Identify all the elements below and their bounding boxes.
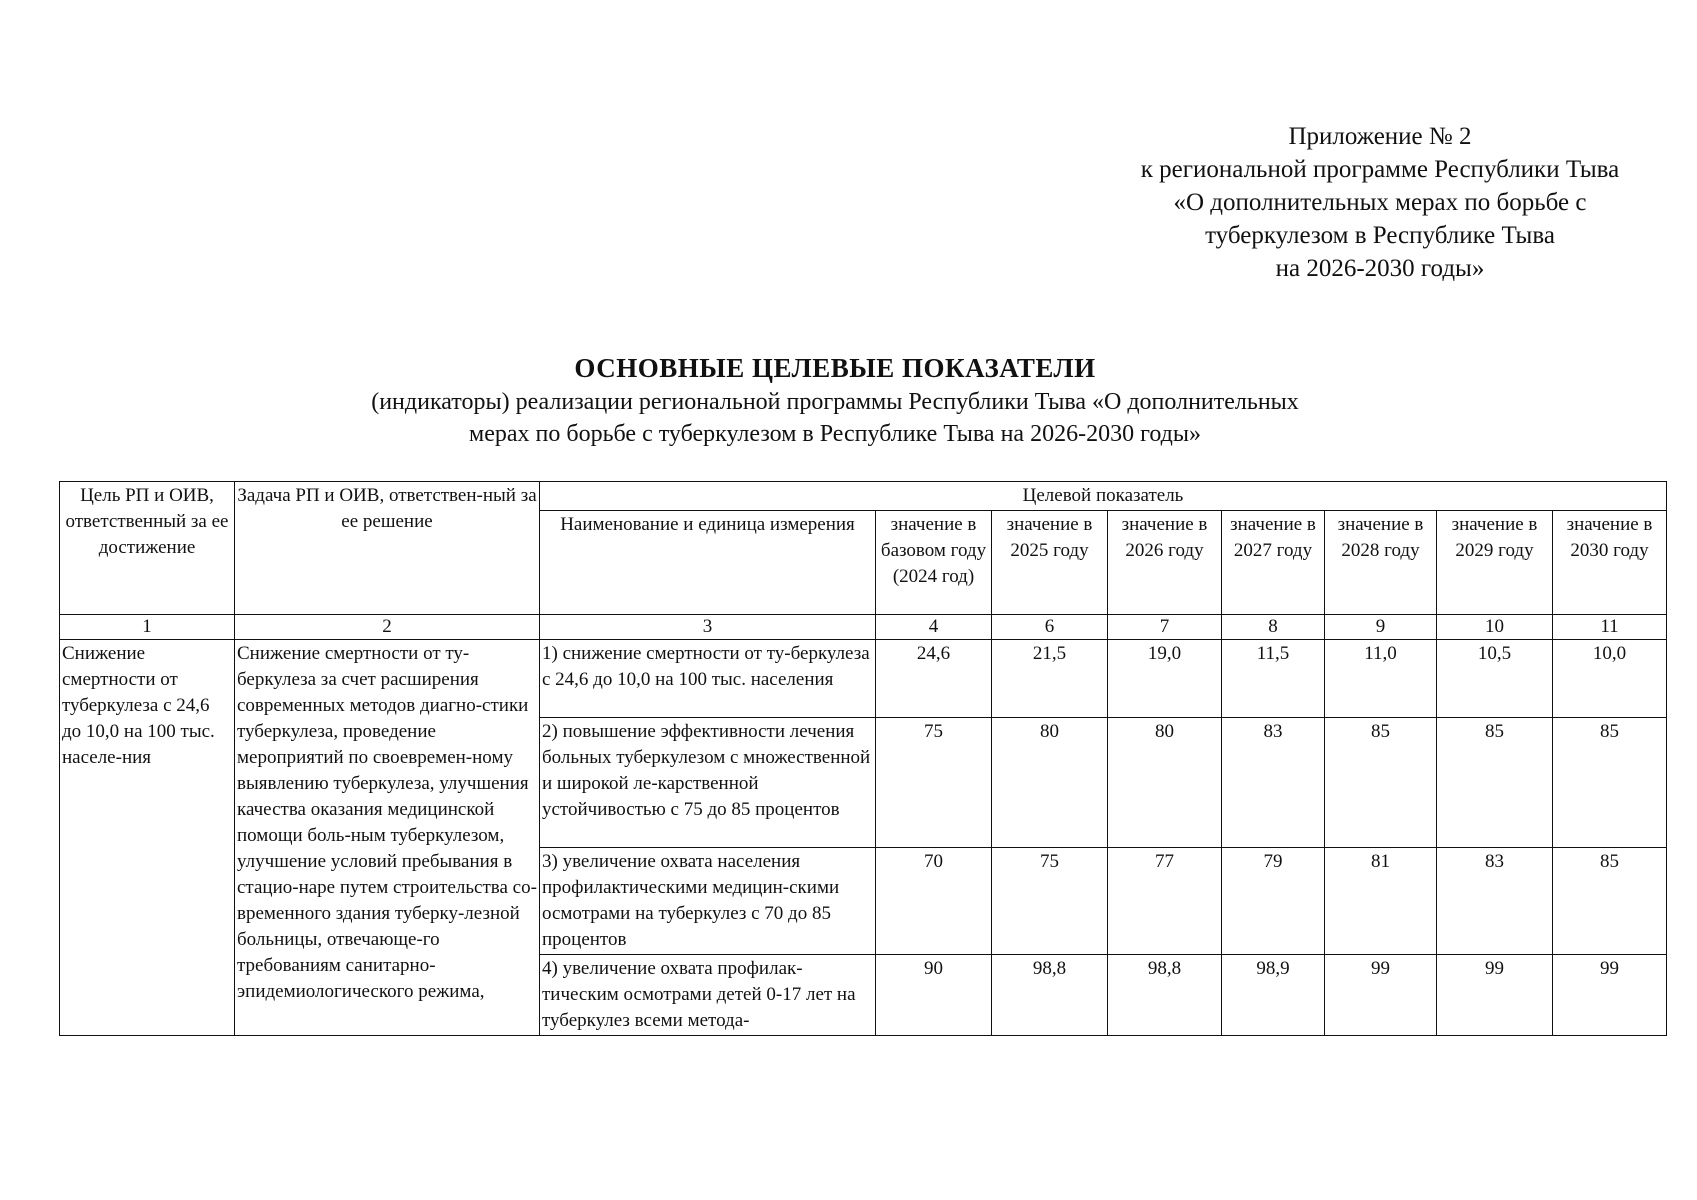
column-number: 1 [60,615,235,640]
goal-cell: Снижение смертности от туберкулеза с 24,6 до 10,0 на 100 тыс. населе-ния [60,640,235,1036]
indicator-name: 3) увеличение охвата населения профилактическими медицин-скими осмотрами на туберкулез с 70 до 85 процентов [540,848,876,955]
value-2029: 85 [1437,718,1553,848]
header-year-2030: значение в 2030 году [1553,511,1667,615]
subtitle-line-1: (индикаторы) реализации региональной программы Республики Тыва «О дополнительных [371,389,1299,415]
value-2025: 75 [992,848,1108,955]
header-goal: Цель РП и ОИВ, ответственный за ее достижение [60,482,235,615]
column-number: 9 [1325,615,1437,640]
value-2030: 10,0 [1553,640,1667,718]
value-2025: 98,8 [992,955,1108,1036]
value-2025: 21,5 [992,640,1108,718]
appendix-block [1100,120,1660,285]
value-2028: 99 [1325,955,1437,1036]
indicator-name: 4) увеличение охвата профилак-тическим осмотрами детей 0-17 лет на туберкулез всеми метода- [540,955,876,1036]
column-number: 10 [1437,615,1553,640]
value-2030: 99 [1553,955,1667,1036]
header-task: Задача РП и ОИВ, ответствен-ный за ее решение [235,482,540,615]
value-2026: 80 [1108,718,1222,848]
value-2028: 81 [1325,848,1437,955]
appendix-line: к региональной программе Республики Тыва [1140,156,1620,183]
header-target-indicator: Целевой показатель [540,482,1667,511]
column-number: 7 [1108,615,1222,640]
value-2025: 80 [992,718,1108,848]
subtitle-line-2: мерах по борьбе с туберкулезом в Республике Тыва на 2026-2030 годы» [469,421,1201,447]
value-2027: 11,5 [1222,640,1325,718]
header-year-2027: значение в 2027 году [1222,511,1325,615]
value-2027: 98,9 [1222,955,1325,1036]
header-year-2028: значение в 2028 году [1325,511,1437,615]
value-2028: 11,0 [1325,640,1437,718]
column-number: 6 [992,615,1108,640]
value-base: 75 [876,718,992,848]
value-2026: 98,8 [1108,955,1222,1036]
value-2030: 85 [1553,848,1667,955]
column-number: 3 [540,615,876,640]
header-row-1 [60,482,1667,511]
appendix-line: на 2026-2030 годы» [1275,255,1485,282]
column-number: 8 [1222,615,1325,640]
value-2028: 85 [1325,718,1437,848]
header-year-2026: значение в 2026 году [1108,511,1222,615]
column-number: 4 [876,615,992,640]
value-2029: 83 [1437,848,1553,955]
value-2030: 85 [1553,718,1667,848]
header-name-unit: Наименование и единица измерения [540,511,876,615]
header-year-2025: значение в 2025 году [992,511,1108,615]
appendix-line: «О дополнительных мерах по борьбе с [1173,189,1587,216]
column-number: 11 [1553,615,1667,640]
value-2026: 77 [1108,848,1222,955]
document-heading [260,350,1410,450]
column-number: 2 [235,615,540,640]
indicator-name: 2) повышение эффективности лечения больных туберкулезом с множественной и широкой ле-карственной устойчивостью с 75 до 85 процентов [540,718,876,848]
value-base: 24,6 [876,640,992,718]
value-2029: 99 [1437,955,1553,1036]
task-cell: Снижение смертности от ту-беркулеза за счет расширения современных методов диагно-стики туберкулеза, проведение мероприятий по своевремен-ному выявлению туберкулеза, улучшения качества оказания медицинской помощи боль-ным туберкулезом, улучшение условий пребывания в стацио-наре путем строительства со-временного здания туберку-лезной больницы, отвечающе-го требованиям санитарно-эпидемиологического режима, [235,640,540,1036]
column-number-row [60,615,1667,640]
value-2027: 83 [1222,718,1325,848]
appendix-line: туберкулезом в Республике Тыва [1205,222,1555,249]
value-2027: 79 [1222,848,1325,955]
indicator-name: 1) снижение смертности от ту-беркулеза с 24,6 до 10,0 на 100 тыс. населения [540,640,876,718]
header-year-2029: значение в 2029 году [1437,511,1553,615]
header-base-year: значение в базовом году (2024 год) [876,511,992,615]
value-base: 70 [876,848,992,955]
indicators-table [59,481,1667,1036]
value-base: 90 [876,955,992,1036]
table-row [60,640,1667,718]
value-2026: 19,0 [1108,640,1222,718]
appendix-line: Приложение № 2 [1288,123,1472,150]
value-2029: 10,5 [1437,640,1553,718]
page-title: ОСНОВНЫЕ ЦЕЛЕВЫЕ ПОКАЗАТЕЛИ [574,353,1096,383]
